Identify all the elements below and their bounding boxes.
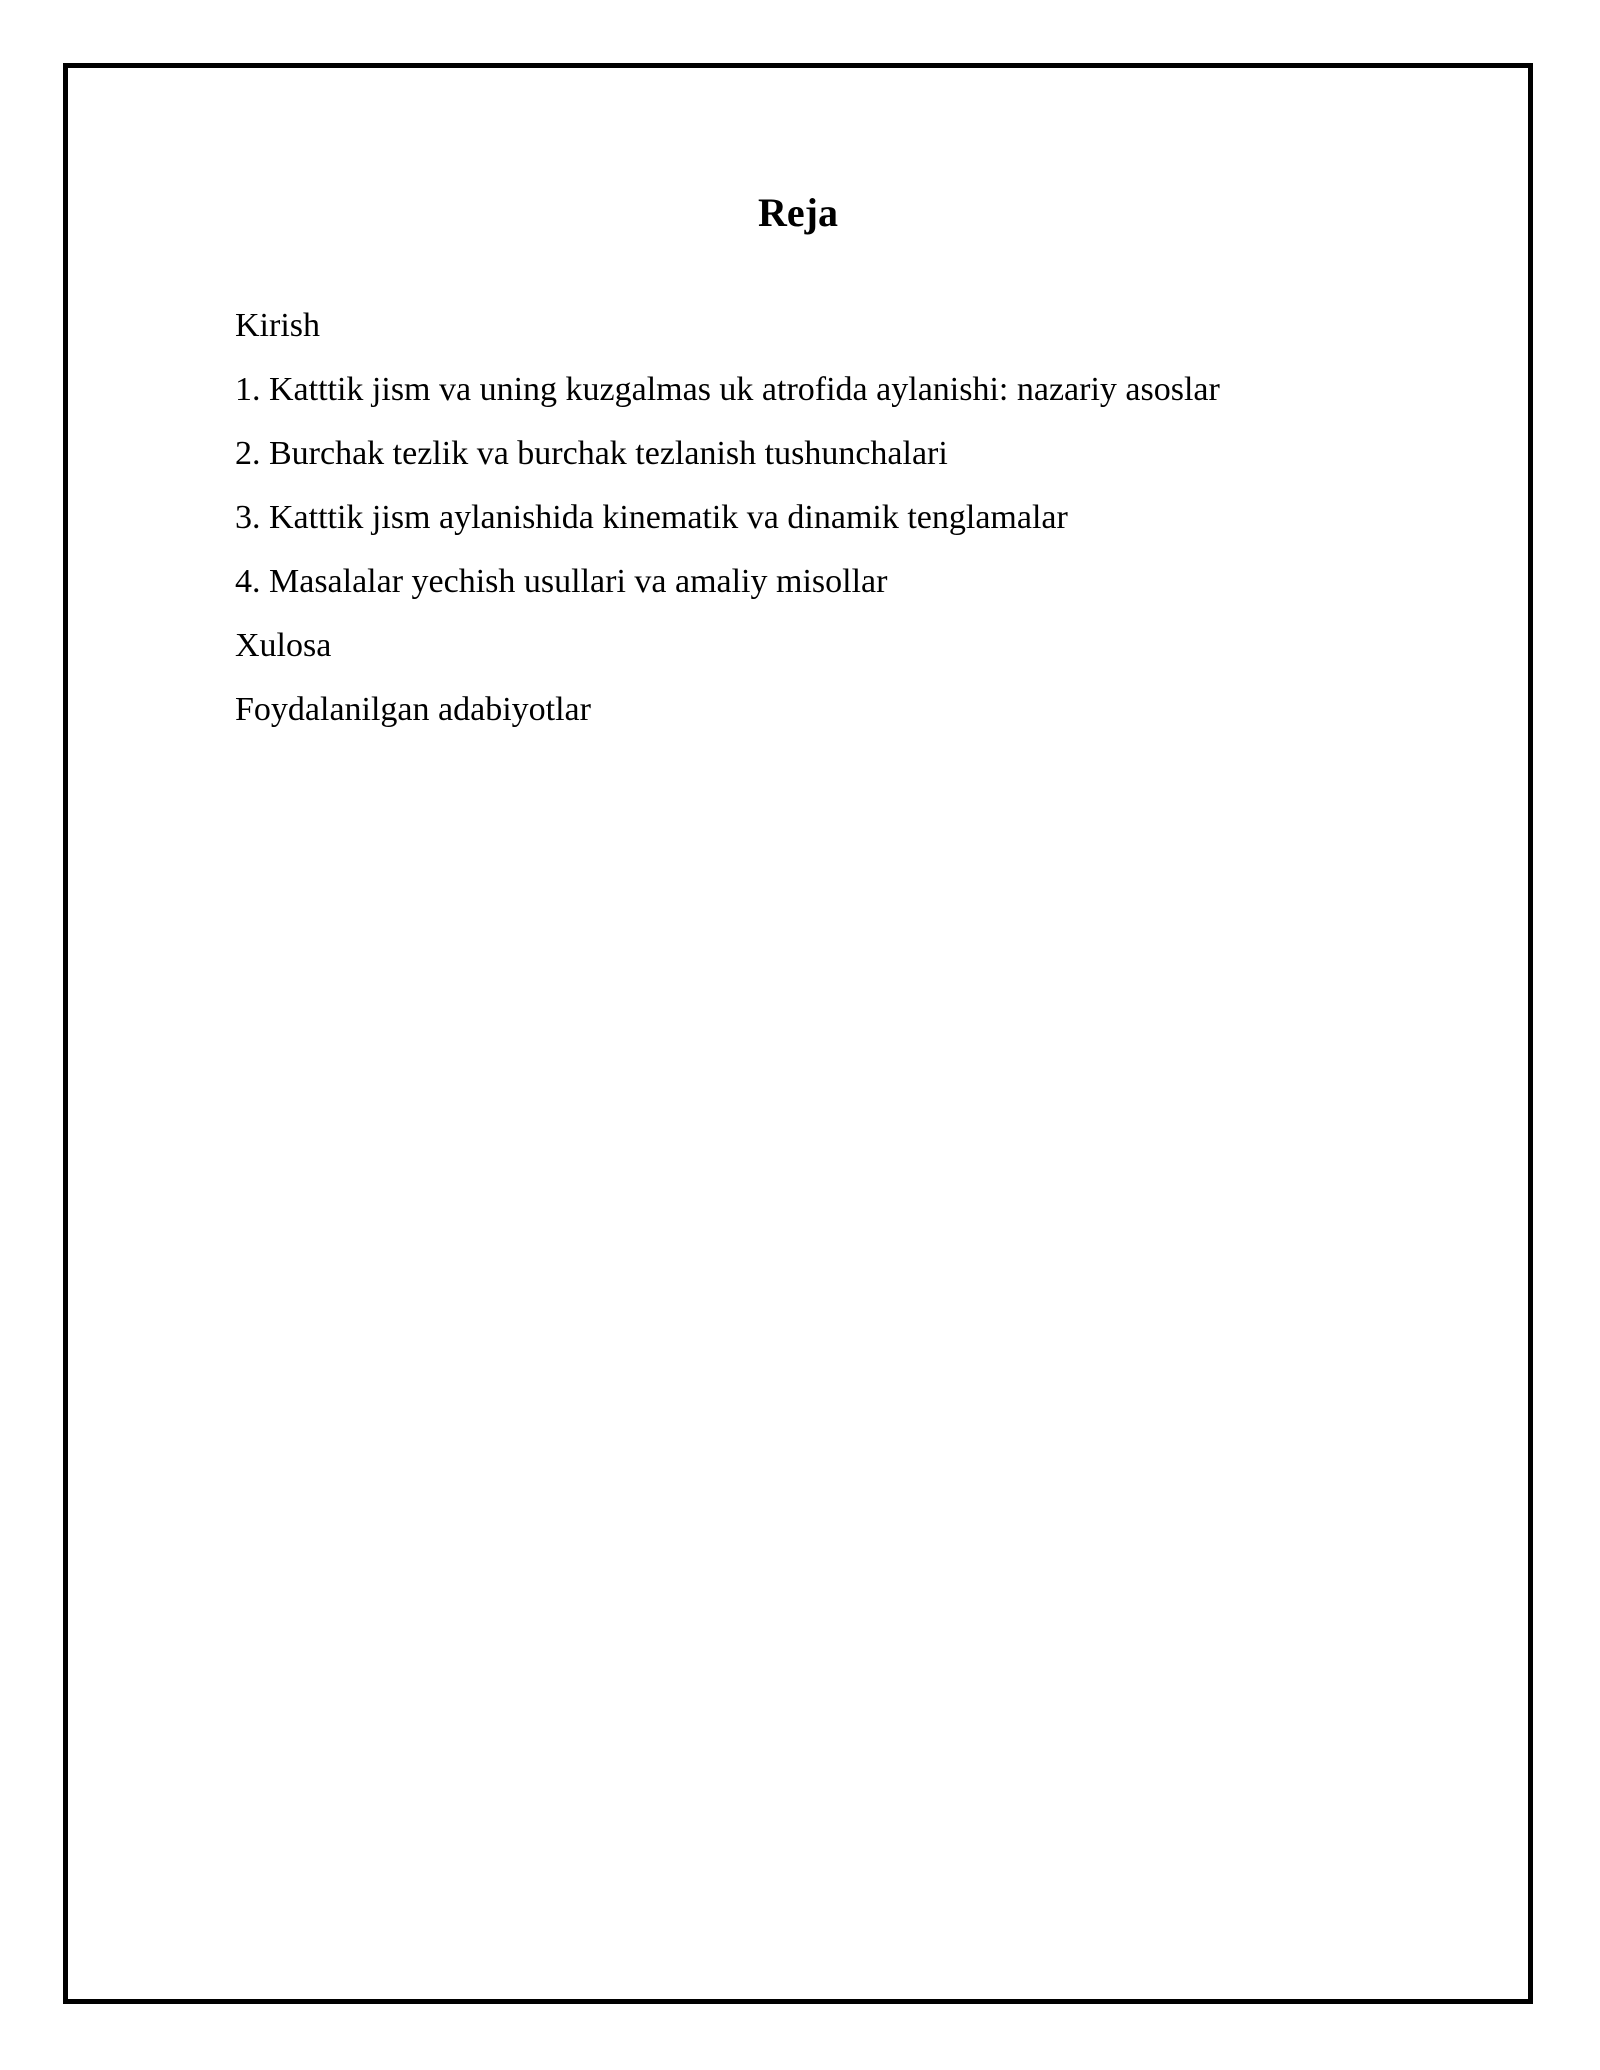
page-title: Reja — [758, 190, 838, 235]
plan-list — [235, 294, 1220, 742]
plan-item-references: Foydalanilgan adabiyotlar — [235, 691, 591, 728]
page-border — [63, 63, 1533, 2004]
plan-item-section-1: 1. Katttik jism va uning kuzgalmas uk atrofida aylanishi: nazariy asoslar — [235, 371, 1220, 408]
plan-item-conclusion: Xulosa — [235, 627, 332, 664]
plan-item-section-2: 2. Burchak tezlik va burchak tezlanish tushunchalari — [235, 435, 948, 472]
plan-item-section-4: 4. Masalalar yechish usullari va amaliy misollar — [235, 563, 888, 600]
plan-item-introduction: Kirish — [235, 307, 320, 344]
plan-item-section-3: 3. Katttik jism aylanishida kinematik va dinamik tenglamalar — [235, 499, 1068, 536]
